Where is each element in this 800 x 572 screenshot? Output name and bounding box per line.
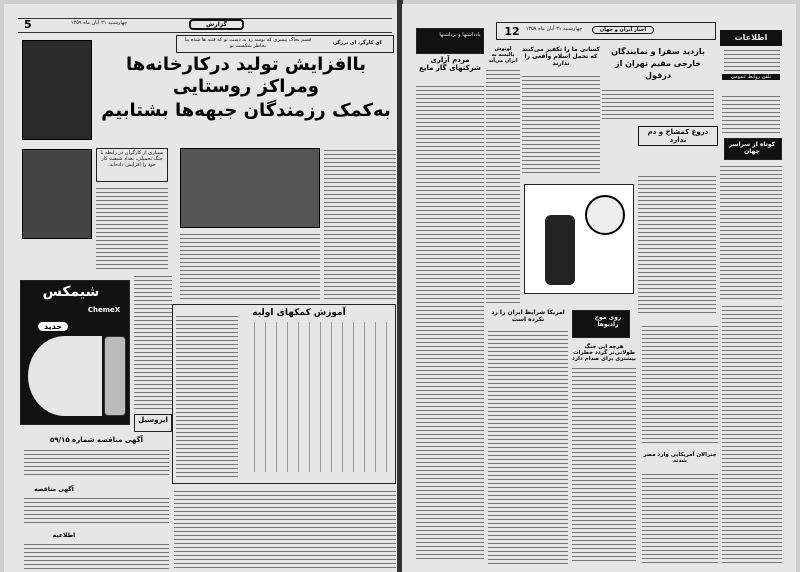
quote-label: ای کارگر، ای برزگر،	[332, 40, 382, 46]
newspaper-page-12	[402, 4, 796, 572]
section-title: گزارش	[189, 19, 244, 30]
story-headline-3: لوتوش پالیسه به ایران می‌آید	[488, 46, 518, 64]
section-title: اخبار ایران و جهان	[592, 26, 654, 34]
notes-title: یادداشتها و برداشتها	[439, 32, 481, 38]
us-story-headline: امریکا شرایط ایران را رد نکرده است	[491, 309, 565, 323]
tender-notice-2: آگهی مناقصه	[34, 486, 74, 493]
product-bottle	[104, 336, 126, 416]
quote-text: قسم بخاک پیمبری که بوسه زد به دست تو که فتنه ها شده بپا بخاطر شکست تو	[184, 37, 312, 49]
isosil-ad: ایزوسیل	[138, 416, 168, 424]
globe-drawing	[585, 195, 625, 235]
radio-title: روی موج رادیوها	[594, 314, 622, 328]
war-story-headline: هرچه این جنگ طولانی‌تر گردد خطرات بیشتری برای صدام دارد	[572, 344, 636, 362]
meeting-photo	[180, 148, 320, 228]
date: چهارشنبه ۲۱ آبان ماه ۱۳۵۹	[525, 26, 583, 32]
info-label: تلفن روابط عمومی	[722, 74, 780, 80]
cartoon	[524, 184, 634, 294]
notice-title: اطلاعیه	[52, 532, 76, 539]
newspaper-page-5	[4, 4, 398, 572]
intro-text: بسیاری از کارگران در رابطه با جنگ تحمیلی، تعداد شیفت کار خود را افزایش داده‌اند.	[100, 150, 164, 168]
first-aid-illustrations	[244, 322, 392, 472]
tender-notice: آگهی مناقصه شماره ۵۹/۱۵	[49, 436, 144, 444]
factory-photo	[22, 149, 92, 239]
worker-photo	[22, 40, 92, 140]
ad-new-badge: جدید	[38, 322, 68, 331]
headline: باافزایش تولید درکارخانه‌ها ومراکز روستایی	[126, 54, 366, 97]
lie-headline: دروغ کمشاخ و دم ندارد	[638, 126, 718, 146]
story-headline-2: کسانی ما را تکفیر می‌کنند که تحمل اسلام واقعی را ندارند	[522, 46, 600, 67]
headline-sub: به‌کمک رزمندگان جبهه‌ها بشتابیم	[101, 100, 391, 121]
cowboy-drawing	[545, 215, 575, 285]
notes-headline: مردم آزاری شرکتهای گاز مایع	[419, 56, 481, 72]
egypt-story-headline: جنرالان آمریکایی وارد مصر شدند	[643, 452, 717, 464]
ad-brand-latin: ChemeX	[87, 306, 121, 314]
first-aid-title: آموزش کمکهای اولیه	[252, 308, 346, 318]
world-brief-title: کوتاه از سراسر جهان	[728, 141, 776, 155]
date: چهارشنبه ۲۱ آبان ماه ۱۳۵۹	[70, 20, 128, 26]
masthead: اطلاعات	[720, 30, 782, 46]
ad-brand: شیمکس	[42, 284, 100, 300]
page-number: 12	[504, 25, 520, 38]
main-headline: بازدید سفرا و نمایندگان خارجی مقیم تهران از دزفول	[611, 47, 705, 80]
page-number: 5	[24, 18, 32, 31]
